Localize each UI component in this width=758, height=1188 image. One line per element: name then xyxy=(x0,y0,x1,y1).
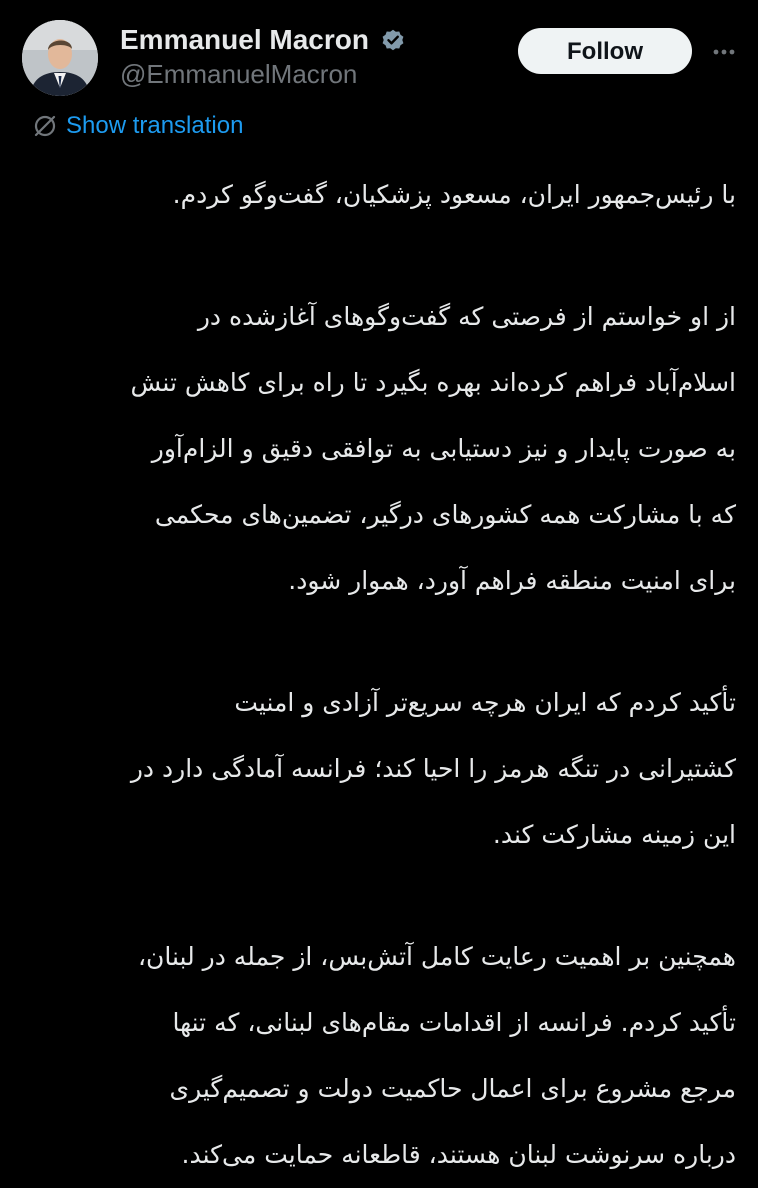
tweet-line: اسلام‌آباد فراهم کرده‌اند بهره بگیرد تا راه برای کاهش تنش xyxy=(130,368,736,397)
author-display-name[interactable]: Emmanuel Macron xyxy=(120,24,369,55)
tweet-paragraph xyxy=(18,924,736,1188)
tweet-line: مرجع مشروع برای اعمال حاکمیت دولت و تصمیم‌گیری xyxy=(169,1074,736,1103)
tweet-paragraph xyxy=(18,162,736,228)
author-handle[interactable]: @EmmanuelMacron xyxy=(120,59,358,89)
tweet-paragraph xyxy=(18,284,736,614)
tweet-line: با رئیس‌جمهور ایران، مسعود پزشکیان، گفت‌وگو کردم. xyxy=(172,180,736,209)
tweet-line: این زمینه مشارکت کند. xyxy=(492,820,736,849)
tweet-line: کشتیرانی در تنگه هرمز را احیا کند؛ فرانسه آمادگی دارد در xyxy=(130,754,736,783)
translate-icon xyxy=(32,113,58,139)
tweet-line: درباره سرنوشت لبنان هستند، قاطعانه حمایت می‌کند. xyxy=(181,1140,736,1169)
tweet-line: تأکید کردم. فرانسه از اقدامات مقام‌های لبنانی، که تنها xyxy=(172,1008,736,1037)
author-info xyxy=(120,22,406,90)
show-translation-label[interactable]: Show translation xyxy=(66,112,244,139)
tweet-line: به صورت پایدار و نیز دستیابی به توافقی دقیق و الزام‌آور xyxy=(151,434,736,463)
tweet-line: برای امنیت منطقه فراهم آورد، هموار شود. xyxy=(288,566,736,595)
tweet-text xyxy=(18,162,736,1188)
paragraph-gap xyxy=(18,614,736,670)
tweet-header xyxy=(22,20,742,100)
tweet-line: از او خواستم از فرصتی که گفت‌وگوهای آغازشده در xyxy=(197,302,736,331)
tweet-paragraph xyxy=(18,670,736,868)
tweet-line: همچنین بر اهمیت رعایت کامل آتش‌بس، از جمله در لبنان، xyxy=(137,942,736,971)
author-avatar[interactable] xyxy=(22,20,98,96)
person-avatar-icon xyxy=(22,20,98,96)
tweet-line: که با مشارکت همه کشورهای درگیر، تضمین‌های محکمی xyxy=(154,500,736,529)
show-translation-link[interactable] xyxy=(32,110,243,142)
paragraph-gap xyxy=(18,868,736,924)
verified-badge-icon xyxy=(380,27,406,53)
paragraph-gap xyxy=(18,228,736,284)
more-dots-icon[interactable] xyxy=(712,42,736,62)
follow-button[interactable]: Follow xyxy=(518,28,692,74)
tweet-line: تأکید کردم که ایران هرچه سریع‌تر آزادی و امنیت xyxy=(234,688,736,717)
